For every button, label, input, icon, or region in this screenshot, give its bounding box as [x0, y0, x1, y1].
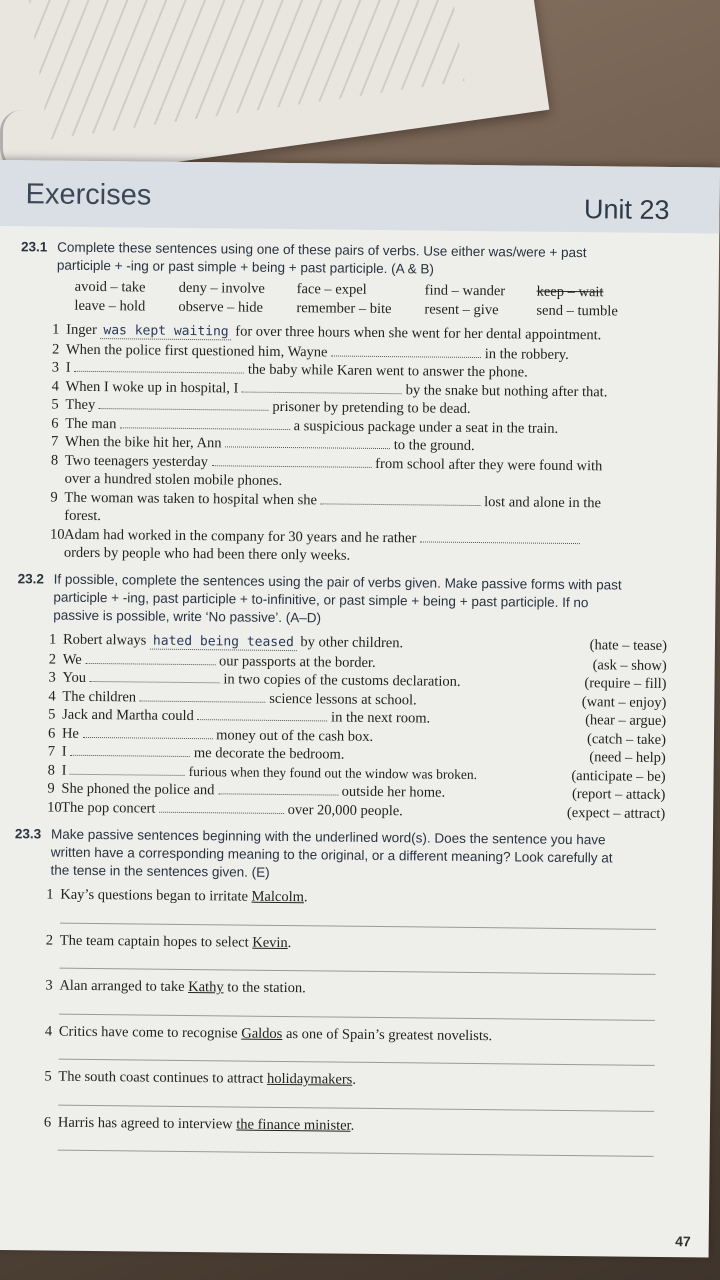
sentence-text: You: [62, 669, 87, 686]
sentence-5: [12, 1067, 662, 1092]
verb-cue: (want – enjoy): [581, 693, 667, 711]
answer-blank[interactable]: [90, 669, 220, 683]
sentence-3: [13, 976, 663, 1001]
item-number: 10: [47, 799, 62, 816]
instruction-line: If possible, complete the sentences using the pair of verbs given. Make passive forms with past: [53, 571, 622, 593]
sentence-10: [18, 525, 668, 569]
answer-blank[interactable]: [70, 743, 190, 757]
verb-pair: deny – involve: [178, 279, 265, 297]
sentence-text: by the snake but nothing after that.: [405, 381, 608, 400]
sentence-text: The man: [65, 415, 117, 432]
answer-blank[interactable]: [212, 453, 372, 468]
verb-cue: (ask – show): [592, 656, 667, 674]
item-number: 8: [50, 452, 59, 469]
sentence-text: prisoner by pretending to be dead.: [272, 398, 471, 417]
instruction-line: Make passive sentences beginning with the underlined word(s). Does the sentence you have: [50, 826, 606, 848]
sentence-text: The team captain hopes to select: [59, 932, 253, 951]
sentence-text: I: [61, 762, 67, 779]
verb-cue: (anticipate – be): [571, 767, 666, 785]
item-number: 1: [48, 631, 57, 648]
sentence-text: over 20,000 people.: [287, 801, 403, 819]
sentence-text: money out of the cash box.: [216, 726, 374, 745]
underlined-word: the finance minister: [236, 1116, 351, 1134]
sentence-text: furious when they found out the window was broken.: [188, 763, 478, 782]
underlined-word: Kevin: [252, 934, 288, 951]
instruction-line: Complete these sentences using one of these pairs of verbs. Use either was/were + past: [57, 239, 587, 261]
instruction-line: participle + -ing or past simple + being + past participle. (A & B): [56, 257, 435, 277]
sentence-4: [13, 1022, 663, 1047]
answer-blank[interactable]: [120, 415, 290, 430]
sentence-6: [12, 1113, 662, 1138]
page-number: 47: [675, 1233, 691, 1250]
exercise-number: 23.2: [17, 571, 44, 587]
sentence-text: Adam had worked in the company for 30 years and he rather: [64, 526, 417, 546]
sentence-text: our passports at the border.: [218, 652, 376, 671]
item-number: 7: [50, 433, 59, 450]
sentence-text: Critics have come to recognise: [58, 1023, 242, 1042]
sentence-text: Two teenagers yesterday: [64, 452, 209, 470]
item-number: 5: [44, 1068, 52, 1085]
sentence-text: The pop concert: [61, 799, 156, 817]
underlined-word: Galdos: [241, 1025, 283, 1042]
answer-line[interactable]: [58, 1140, 654, 1157]
answer-blank[interactable]: [74, 359, 244, 374]
sentence-text: in the next room.: [331, 709, 431, 727]
unit-label: Unit 23: [583, 194, 670, 226]
exercise-number: 23.1: [21, 239, 48, 255]
verb-pair: remember – bite: [296, 300, 392, 318]
item-number: 5: [48, 706, 56, 723]
sentence-text: orders by people who had been there only weeks.: [63, 544, 351, 564]
item-number: 4: [44, 1023, 53, 1040]
answer-line[interactable]: [59, 1003, 655, 1020]
sentence-text: When the police first questioned him, Wayne: [65, 341, 328, 360]
item-number: 4: [51, 378, 59, 395]
sentence-text: When the bike hit her, Ann: [64, 433, 222, 452]
sentence-text: When I woke up in hospital, I: [65, 378, 239, 397]
sentence-text: to the ground.: [393, 437, 475, 454]
instruction-line: written have a corresponding meaning to the original, or a different meaning? Look carefully at: [50, 844, 613, 866]
sentence-text: Robert always: [62, 631, 147, 649]
answer-blank[interactable]: [140, 688, 266, 702]
background-page-text: [25, 0, 465, 140]
sentence-text: Jack and Martha could: [62, 706, 194, 725]
sentence-text: as one of Spain’s greatest novelists.: [282, 1025, 493, 1044]
sentence-text: from school after they were found with: [375, 455, 603, 474]
handwritten-answer[interactable]: was kept waiting: [100, 323, 231, 340]
sentence-text: lost and alone in the: [484, 493, 602, 511]
sentence-text: They: [65, 396, 96, 414]
item-number: 2: [45, 932, 54, 949]
exercise-page: [0, 160, 720, 1257]
verb-cue: (hear – argue): [585, 712, 667, 730]
exercise-instruction: [14, 825, 665, 886]
sentence-text: by other children.: [300, 634, 404, 652]
verb-pair: face – expel: [296, 281, 367, 298]
answer-blank[interactable]: [197, 707, 327, 721]
sentence-text: He: [61, 725, 80, 742]
sentence-text: I: [65, 359, 71, 376]
item-number: 1: [52, 321, 60, 338]
sentence-text: in the robbery.: [484, 345, 569, 363]
underlined-word: Malcolm: [251, 888, 305, 906]
exercise-instruction: [17, 570, 668, 631]
item-number: 3: [48, 669, 56, 686]
verb-cue: (hate – tease): [589, 637, 668, 655]
answer-blank[interactable]: [225, 434, 390, 449]
sentence-text: We: [62, 651, 82, 668]
item-number: 6: [51, 415, 59, 432]
item-number: 7: [47, 743, 56, 760]
exercise-number: 23.3: [14, 826, 42, 842]
answer-blank[interactable]: [331, 343, 481, 358]
answer-blank[interactable]: [159, 799, 284, 813]
verb-pair: find – wander: [424, 282, 506, 300]
instruction-line: participle + -ing, past participle + to-infinitive, or past simple + being + past participle. If no: [53, 589, 589, 611]
verb-pair-crossed: keep – wait: [536, 283, 604, 301]
verb-cue: (report – attack): [571, 786, 666, 804]
sentence-text: The children: [62, 688, 137, 705]
item-number: 3: [51, 359, 60, 376]
sentence-text: The woman was taken to hospital when she: [64, 489, 318, 508]
verb-pair: leave – hold: [74, 297, 146, 315]
sentence-text: to the station.: [223, 979, 306, 997]
answer-line[interactable]: [58, 1094, 654, 1111]
answer-line[interactable]: [59, 1049, 655, 1066]
sentence-text: Inger: [66, 321, 97, 339]
sentence-text: The south coast continues to attract: [58, 1068, 268, 1087]
item-number: 10: [50, 526, 65, 543]
sentence-text: Kay’s questions began to irritate: [60, 886, 252, 905]
handwritten-answer[interactable]: hated being teased: [150, 634, 297, 652]
item-number: 9: [50, 489, 58, 506]
sentence-text: a suspicious package under a seat in the train.: [293, 417, 559, 437]
answer-blank[interactable]: [83, 724, 213, 738]
answer-line[interactable]: [60, 912, 656, 929]
answer-blank[interactable]: [218, 781, 338, 795]
item-number: 6: [47, 725, 56, 742]
item-number: 5: [51, 396, 59, 413]
sentence-text: .: [350, 1117, 355, 1134]
verb-cue: (expect – attract): [566, 804, 666, 822]
sentence-text: .: [303, 889, 308, 906]
answer-blank[interactable]: [70, 761, 185, 775]
item-number: 6: [43, 1114, 52, 1131]
sentence-text: forest.: [64, 507, 102, 525]
sentence-text: .: [352, 1071, 357, 1088]
sentence-text: She phoned the police and: [61, 780, 215, 799]
verb-cue: (require – fill): [584, 675, 667, 693]
sentence-text: me decorate the bedroom.: [193, 745, 345, 763]
answer-blank[interactable]: [85, 650, 215, 664]
exercise-instruction: [21, 238, 671, 281]
instruction-line: passive is possible, write ‘No passive’. (A–D): [53, 607, 322, 626]
verb-cue: (catch – take): [586, 730, 667, 748]
verb-pair: send – tumble: [536, 302, 618, 320]
sentence-text: Alan arranged to take: [59, 977, 189, 996]
page-header: [0, 160, 720, 234]
verb-pair: observe – hide: [178, 298, 264, 316]
sentence-text: Harris has agreed to interview: [57, 1114, 237, 1133]
underlined-word: holidaymakers: [266, 1070, 353, 1088]
item-number: 1: [46, 886, 54, 903]
exercise-23-2: [15, 570, 668, 823]
page-title: Exercises: [25, 178, 152, 212]
answer-line[interactable]: [60, 958, 656, 975]
sentence-text: outside her home.: [341, 783, 446, 801]
answer-blank[interactable]: [99, 396, 269, 411]
item-number: 2: [48, 651, 57, 668]
sentence-text: in two copies of the customs declaration.: [223, 671, 461, 690]
sentence-text: the baby while Karen went to answer the phone.: [247, 361, 528, 381]
underlined-word: Kathy: [188, 979, 224, 996]
sentence-text: over a hundred stolen mobile phones.: [64, 470, 283, 489]
verb-pairs: [74, 279, 670, 321]
exercise-23-1: [18, 238, 671, 568]
answer-blank[interactable]: [242, 379, 402, 394]
verb-pair: avoid – take: [74, 278, 146, 296]
item-number: 8: [47, 762, 55, 779]
sentence-2: [14, 931, 664, 956]
instruction-line: the tense in the sentences given. (E): [50, 862, 270, 880]
sentence-text: for over three hours when she went for her dental appointment.: [235, 323, 602, 344]
item-number: 2: [51, 341, 60, 358]
sentence-text: I: [61, 743, 67, 760]
item-number: 9: [47, 780, 55, 797]
item-number: 4: [48, 688, 56, 705]
item-number: 3: [45, 977, 53, 994]
answer-blank[interactable]: [420, 529, 580, 544]
sentence-text: .: [287, 934, 292, 951]
sentence-text: science lessons at school.: [269, 690, 417, 708]
answer-blank[interactable]: [321, 491, 481, 506]
verb-pair: resent – give: [424, 301, 499, 319]
exercise-23-3: [12, 825, 665, 1165]
verb-cue: (need – help): [589, 749, 666, 767]
